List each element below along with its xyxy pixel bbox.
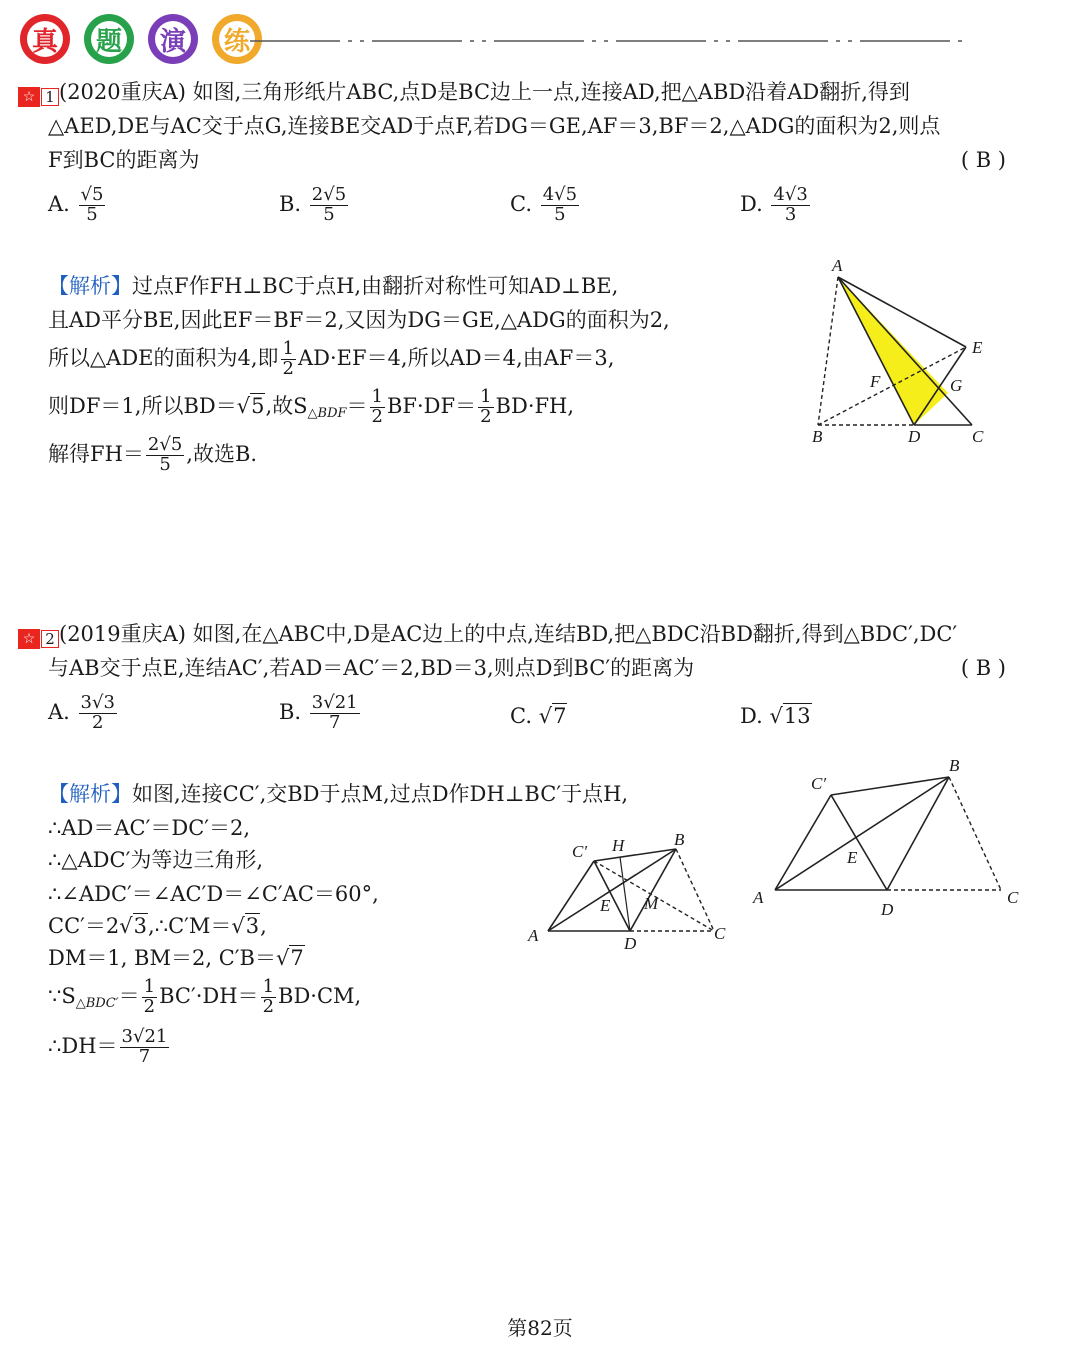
- q1-analysis-line5: 解得FH＝ $\frac{2√5}{5}$ ,故选B.: [48, 434, 258, 475]
- q1-stem-2: △AED,DE与AC交于点G,连接BE交AD于点F,若DG＝GE,AF＝3,BF＝2,△ADG的面积为2,则点: [48, 114, 941, 138]
- option-label: A.: [48, 699, 70, 724]
- star-icon: ☆: [18, 87, 40, 107]
- q2-analysis-line3: ∴△ADC′为等边三角形,: [48, 848, 264, 872]
- q2-analysis-line8: ∴DH＝ $\frac{3√21}{7}$: [48, 1026, 168, 1067]
- q1-number-badge: [18, 87, 59, 107]
- q2l-label-c-prime: C′: [811, 774, 827, 793]
- q1-number: 1: [41, 88, 59, 106]
- option-label: C.: [510, 191, 532, 216]
- q1-label-g: G: [950, 376, 963, 395]
- q2-stem-2: 与AB交于点E,连结AC′,若AD＝AC′＝2,BD＝3,则点D到BC′的距离为: [48, 656, 695, 680]
- option-label: D.: [740, 191, 763, 216]
- q2-analysis-line7: $\because S_{\triangle BDC'}=$ $\frac{1}{2}$ BC′·DH＝ $\frac{1}{2}$ BD·CM,: [48, 976, 362, 1017]
- q2s-label-d: D: [624, 934, 637, 953]
- q2-line1: [18, 624, 957, 649]
- q1-label-a: A: [832, 256, 843, 275]
- q2-analysis-line4: ∴∠ADC′＝∠AC′D＝∠C′AC＝60°,: [48, 882, 379, 906]
- badge-char: 演: [155, 21, 191, 57]
- q2s-label-c-prime: C′: [572, 842, 588, 861]
- q2s-label-m: M: [644, 894, 659, 913]
- q1-option-b: B. $\frac{2√5}{5}$: [279, 184, 347, 225]
- q2-option-d: D. √13: [740, 704, 811, 728]
- q1-label-f: F: [870, 372, 881, 391]
- q1-label-c: C: [972, 427, 984, 446]
- analysis-tag: 【解析】: [48, 274, 132, 298]
- star-icon: ☆: [18, 629, 40, 649]
- q2-stem-1: (2019重庆A) 如图,在△ABC中,D是AC边上的中点,连结BD,把△BDC沿BD翻折,得到△BDC′,DC′: [59, 622, 958, 646]
- q2s-label-h: H: [612, 836, 625, 855]
- q2-analysis-line1: 【解析】如图,连接CC′,交BD于点M,过点D作DH⊥BC′于点H,: [48, 782, 629, 806]
- q2s-label-c: C: [714, 924, 726, 943]
- page-number: 第82页: [507, 1316, 573, 1340]
- option-label: B.: [279, 699, 302, 724]
- q2-diagram-large: [745, 755, 1025, 920]
- q1-analysis-line3: 所以△ADE的面积为4,即 $\frac{1}{2}$ AD·EF＝4,所以AD＝4,由AF＝3,: [48, 338, 615, 379]
- q1-option-d: D. $\frac{4√3}{3}$: [740, 184, 808, 225]
- q2-analysis-line5: CC′＝2√3,∴C′M＝√3,: [48, 914, 267, 938]
- q1-option-c: C. $\frac{4√5}{5}$: [510, 184, 578, 225]
- option-label: B.: [279, 191, 302, 216]
- q2-number-badge: [18, 629, 59, 649]
- badge-char: 题: [91, 21, 127, 57]
- q2l-label-e: E: [847, 848, 858, 867]
- q1-shaded-triangle: [838, 277, 948, 425]
- q2-option-c: C. √7: [510, 704, 567, 728]
- analysis-tag: 【解析】: [48, 782, 132, 806]
- q1-analysis-line1: 【解析】过点F作FH⊥BC于点H,由翻折对称性可知AD⊥BE,: [48, 274, 619, 298]
- badge-zhen: [20, 14, 70, 64]
- badge-yan: [148, 14, 198, 64]
- badge-char: 真: [27, 21, 63, 57]
- q2-analysis-line6: DM＝1, BM＝2, C′B＝√7: [48, 946, 304, 970]
- option-label: C.: [510, 704, 532, 728]
- q1-diagram: [800, 255, 1000, 450]
- q1-label-b: B: [812, 427, 823, 446]
- q2-number: 2: [41, 630, 59, 648]
- q2l-label-b: B: [949, 756, 960, 775]
- q1-option-a: A. $\frac{√5}{5}$: [48, 184, 104, 225]
- q1-label-d: D: [908, 427, 921, 446]
- q2l-label-c: C: [1007, 888, 1019, 907]
- q2-option-a: A. $\frac{3√3}{2}$: [48, 692, 115, 733]
- badge-ti: [84, 14, 134, 64]
- q2-option-b: B. $\frac{3√21}{7}$: [279, 692, 358, 733]
- q1-stem-1: (2020重庆A) 如图,三角形纸片ABC,点D是BC边上一点,连接AD,把△ABD沿着AD翻折,得到: [59, 80, 910, 104]
- badge-char: 练: [219, 21, 255, 57]
- q2s-label-e: E: [600, 896, 611, 915]
- q1-analysis-line2: 且AD平分BE,因此EF＝BF＝2,又因为DG＝GE,△ADG的面积为2,: [48, 308, 670, 332]
- q1-label-e: E: [972, 338, 983, 357]
- q1-line1: [18, 82, 910, 107]
- q1-analysis-line4: 则DF＝1,所以BD＝√5,故$S_{\triangle BDF}=$ $\frac{1}{2}$ BF·DF＝ $\frac{1}{2}$ BD·FH,: [48, 386, 575, 427]
- q2-diagram-small: [520, 825, 735, 955]
- q2l-label-a: A: [753, 888, 764, 907]
- header-dashed-line: [250, 38, 970, 44]
- option-label: A.: [48, 191, 70, 216]
- q2-analysis-line2: ∴AD＝AC′＝DC′＝2,: [48, 816, 251, 840]
- option-label: D.: [740, 704, 763, 728]
- q2s-label-a: A: [528, 926, 539, 945]
- q1-stem-3: F到BC的距离为: [48, 148, 200, 172]
- q1-answer: ( B ): [960, 148, 1006, 172]
- q2s-label-b: B: [674, 830, 685, 849]
- q2-answer: ( B ): [960, 656, 1006, 680]
- q2l-label-d: D: [881, 900, 894, 919]
